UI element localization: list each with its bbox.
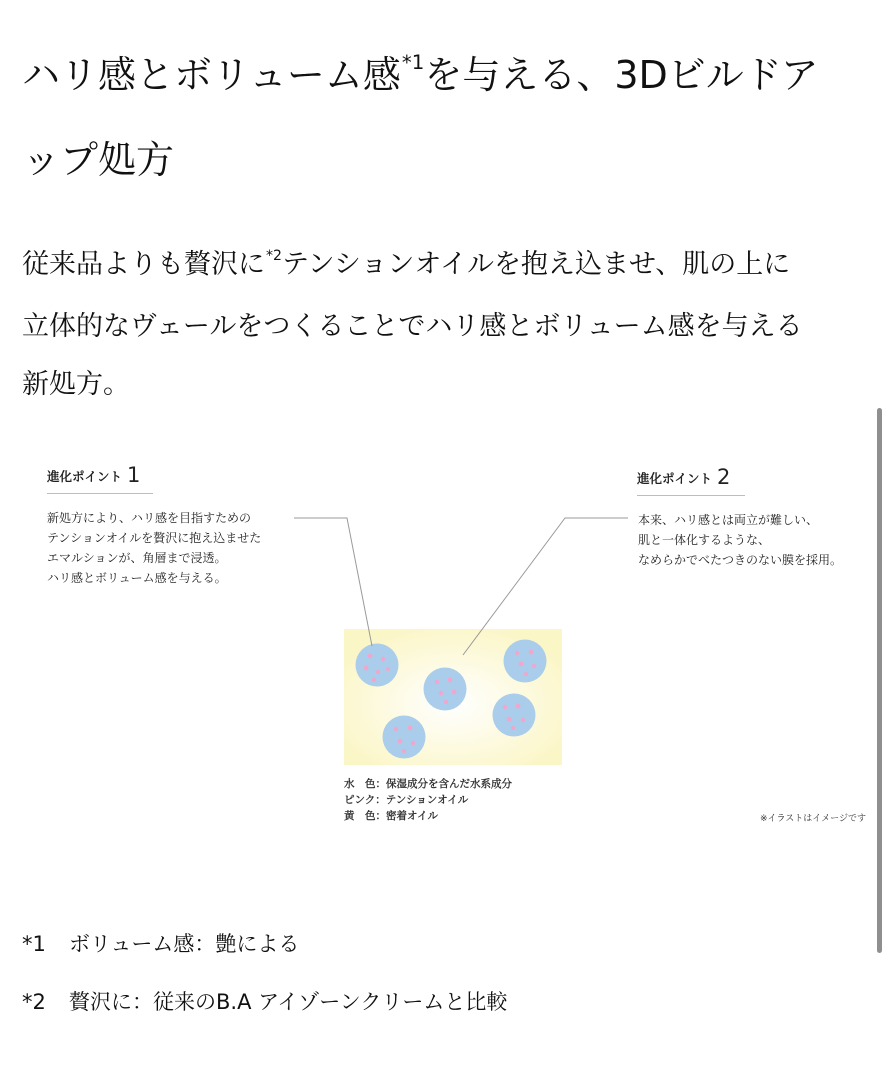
point-1-line: テンションオイルを贅沢に抱え込ませた: [47, 531, 262, 545]
footnote-ref-1[interactable]: *1: [401, 51, 425, 75]
legend-item-adhesive-oil: 黄 色：密着オイル: [344, 810, 438, 822]
footnote-ref-2[interactable]: *2: [266, 247, 282, 264]
headline-text-a: ハリ感とボリューム感: [22, 53, 401, 97]
headline: [22, 36, 867, 199]
point-1-heading-text: 進化ポイント: [47, 469, 123, 484]
point-2-description: [638, 510, 842, 570]
point-2-line: 肌と一体化するような、: [638, 533, 771, 547]
intro-text-a: 従来品よりも贅沢に: [22, 249, 265, 280]
point-1-line: ハリ感とボリューム感を与える。: [47, 571, 227, 585]
droplet: [356, 644, 399, 687]
intro-line-3: 新処方。: [22, 369, 130, 400]
legend-item-water: 水 色：保湿成分を含んだ水系成分: [344, 778, 512, 790]
droplet: [504, 640, 547, 683]
intro-line-2: 立体的なヴェールをつくることでハリ感とボリューム感を与える: [22, 311, 803, 342]
headline-line-1: [22, 36, 867, 121]
point-2-heading: [637, 464, 745, 496]
droplet: [383, 716, 426, 759]
footnote-marker: *2: [22, 990, 46, 1014]
footnote-text: ボリューム感：艶による: [69, 932, 300, 956]
droplet: [493, 694, 536, 737]
intro-line-1: [22, 236, 882, 298]
point-1-heading: [47, 462, 153, 494]
point-2-line: なめらかでべたつきのない膜を採用。: [638, 553, 843, 567]
leader-line-1: [294, 518, 372, 646]
footnote-1: [22, 915, 862, 973]
legend-item-tension-oil: ピンク：テンションオイル: [344, 794, 469, 806]
intro-text-b: テンションオイルを抱え込ませ、肌の上に: [281, 249, 791, 280]
point-2-line: 本来、ハリ感とは両立が難しい、: [638, 513, 819, 527]
point-1-line: 新処方により、ハリ感を目指すための: [47, 511, 252, 525]
headline-text-b: を与える、3Dビルドア: [424, 53, 819, 97]
formula-illustration: [0, 440, 883, 860]
footnotes: [22, 915, 862, 1031]
footnote-2: [22, 973, 862, 1031]
point-2-heading-text: 進化ポイント: [637, 471, 713, 486]
point-2-number: 2: [717, 465, 731, 489]
color-legend: [344, 776, 512, 824]
point-1-number: 1: [127, 463, 141, 487]
headline-line-2: ップ処方: [22, 138, 175, 182]
illustration-disclaimer: ※イラストはイメージです: [759, 814, 866, 824]
footnote-text: 贅沢に：従来のB.A アイゾーンクリームと比較: [69, 990, 508, 1014]
scrollbar-thumb[interactable]: [877, 408, 882, 953]
intro-paragraph: [22, 236, 882, 414]
point-1-description: [47, 508, 261, 588]
footnote-marker: *1: [22, 932, 46, 956]
point-1-line: エマルションが、角層まで浸透。: [47, 551, 227, 565]
droplet: [424, 668, 467, 711]
